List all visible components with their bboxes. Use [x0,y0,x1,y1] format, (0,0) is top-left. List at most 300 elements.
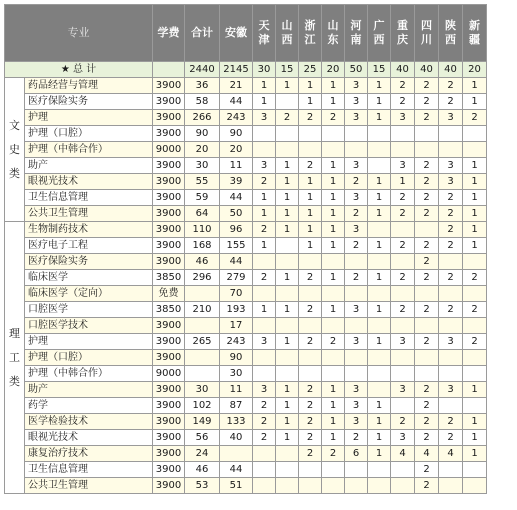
header-province: 浙江 [299,5,322,62]
tuition-cell: 3900 [153,318,185,334]
table-row [5,222,487,238]
table-cell: 1 [368,190,391,206]
table-cell: 168 [185,238,220,254]
table-cell: 193 [220,302,253,318]
table-cell: 2 [439,78,463,94]
table-cell [345,462,368,478]
table-cell [276,350,299,366]
table-cell [322,462,345,478]
table-cell [322,126,345,142]
table-cell [299,462,322,478]
table-cell: 44 [220,254,253,270]
table-cell: 1 [463,190,487,206]
table-cell: 2 [415,238,439,254]
table-cell: 90 [220,350,253,366]
table-cell: 1 [322,190,345,206]
table-cell: 2 [463,270,487,286]
table-cell: 2 [463,302,487,318]
total-tuition [153,62,185,78]
table-cell: 3 [253,382,276,398]
table-cell: 1 [368,238,391,254]
table-cell: 2 [439,206,463,222]
major-name: 药学 [25,398,153,414]
table-cell: 2 [415,462,439,478]
table-cell: 2 [345,206,368,222]
major-name: 公共卫生管理 [25,206,153,222]
tuition-cell: 3900 [153,222,185,238]
table-cell [253,254,276,270]
tuition-cell: 3900 [153,478,185,494]
table-cell: 1 [463,174,487,190]
table-cell: 3 [391,158,415,174]
table-cell [185,366,220,382]
major-name: 助产 [25,382,153,398]
table-cell: 2 [415,430,439,446]
table-cell [322,350,345,366]
table-cell: 1 [322,158,345,174]
table-cell: 3 [391,110,415,126]
table-cell: 243 [220,110,253,126]
table-cell [322,478,345,494]
table-cell [299,478,322,494]
table-cell [276,478,299,494]
table-cell: 2 [415,174,439,190]
table-cell: 1 [322,270,345,286]
table-cell: 2 [439,190,463,206]
table-cell: 2 [391,414,415,430]
table-cell: 2 [439,94,463,110]
tuition-cell: 3900 [153,110,185,126]
table-cell [253,446,276,462]
table-cell: 2 [391,302,415,318]
table-cell: 2 [415,78,439,94]
table-cell [439,366,463,382]
table-cell: 2 [415,302,439,318]
table-cell: 2 [345,270,368,286]
table-cell: 2 [391,206,415,222]
table-cell: 266 [185,110,220,126]
table-cell: 1 [368,414,391,430]
table-cell [299,286,322,302]
table-cell [253,142,276,158]
table-cell [391,286,415,302]
table-cell: 56 [185,430,220,446]
table-row [5,190,487,206]
table-cell: 1 [253,206,276,222]
tuition-cell: 3900 [153,174,185,190]
table-cell: 20 [463,62,487,78]
table-cell: 2 [415,398,439,414]
table-cell: 3 [345,398,368,414]
table-cell: 1 [368,334,391,350]
tuition-cell: 3900 [153,126,185,142]
table-cell: 30 [185,382,220,398]
major-name: 眼视光技术 [25,174,153,190]
table-cell [391,222,415,238]
major-name: 生物制药技术 [25,222,153,238]
table-cell: 20 [185,142,220,158]
table-cell: 1 [276,302,299,318]
table-cell: 2 [322,334,345,350]
table-cell: 1 [299,206,322,222]
table-cell [276,366,299,382]
table-cell [439,462,463,478]
major-name: 口腔医学 [25,302,153,318]
table-cell: 51 [220,478,253,494]
table-cell: 2 [415,334,439,350]
table-cell [185,286,220,302]
table-cell: 3 [253,110,276,126]
table-cell: 1 [463,382,487,398]
tuition-cell: 3900 [153,94,185,110]
table-cell [415,366,439,382]
table-cell [463,254,487,270]
table-cell [391,142,415,158]
table-cell: 3 [345,334,368,350]
tuition-cell: 3900 [153,334,185,350]
table-cell [276,318,299,334]
header-province: 陕西 [439,5,463,62]
table-cell: 110 [185,222,220,238]
table-cell: 1 [322,430,345,446]
table-cell [391,318,415,334]
header-province: 新疆 [463,5,487,62]
table-cell [345,350,368,366]
table-cell: 243 [220,334,253,350]
table-cell: 3 [345,78,368,94]
table-row [5,302,487,318]
table-cell [253,366,276,382]
table-cell: 1 [276,398,299,414]
table-cell: 1 [299,174,322,190]
major-name: 卫生信息管理 [25,190,153,206]
table-row [5,334,487,350]
table-cell: 1 [368,110,391,126]
table-cell: 4 [439,446,463,462]
category-label: 理工类 [5,222,25,494]
table-cell: 2 [345,430,368,446]
header-tuition: 学费 [153,5,185,62]
table-cell: 1 [322,414,345,430]
table-cell: 1 [276,190,299,206]
tuition-cell: 3900 [153,350,185,366]
table-cell: 36 [185,78,220,94]
table-cell: 1 [368,446,391,462]
table-cell [368,478,391,494]
table-cell: 2 [415,270,439,286]
table-cell [368,286,391,302]
table-cell: 2 [299,302,322,318]
table-cell: 2 [391,270,415,286]
major-name: 医疗电子工程 [25,238,153,254]
table-cell: 1 [322,206,345,222]
table-cell: 2 [299,446,322,462]
tuition-cell: 3900 [153,254,185,270]
table-cell [391,254,415,270]
table-cell [391,398,415,414]
table-cell: 3 [439,110,463,126]
table-cell [463,366,487,382]
table-cell [253,286,276,302]
table-cell: 2 [299,270,322,286]
table-row [5,174,487,190]
table-cell: 24 [185,446,220,462]
table-cell: 1 [463,222,487,238]
major-name: 护理（口腔） [25,126,153,142]
table-cell [415,286,439,302]
header-province: 天津 [253,5,276,62]
table-row [5,414,487,430]
table-cell: 39 [220,174,253,190]
table-row [5,366,487,382]
table-cell [345,366,368,382]
table-cell [322,142,345,158]
table-cell: 2 [253,270,276,286]
table-row [5,270,487,286]
table-cell: 3 [391,334,415,350]
table-row [5,382,487,398]
table-row [5,350,487,366]
table-cell: 2 [253,430,276,446]
header-total: 合计 [185,5,220,62]
table-cell: 2 [439,430,463,446]
table-row [5,238,487,254]
table-cell: 2 [463,110,487,126]
table-cell [391,126,415,142]
table-cell: 2 [322,110,345,126]
table-cell [391,350,415,366]
table-cell: 1 [368,270,391,286]
tuition-cell: 3900 [153,158,185,174]
table-cell [253,318,276,334]
table-cell [415,126,439,142]
major-name: 康复治疗技术 [25,446,153,462]
table-cell [415,142,439,158]
header-row [5,5,487,62]
table-cell: 44 [220,462,253,478]
table-cell: 1 [463,430,487,446]
tuition-cell: 3850 [153,302,185,318]
table-cell: 2 [391,238,415,254]
header-province: 四川 [415,5,439,62]
table-cell: 1 [322,238,345,254]
table-cell: 20 [220,142,253,158]
table-cell [368,254,391,270]
table-cell: 2 [439,238,463,254]
table-cell [439,318,463,334]
major-name: 护理 [25,110,153,126]
table-cell [368,158,391,174]
table-cell [463,478,487,494]
table-cell: 2 [299,430,322,446]
major-name: 护理 [25,334,153,350]
table-cell [368,462,391,478]
table-cell [463,350,487,366]
major-name: 公共卫生管理 [25,478,153,494]
table-cell: 55 [185,174,220,190]
table-cell [439,478,463,494]
tuition-cell: 9000 [153,142,185,158]
table-row [5,430,487,446]
table-cell: 46 [185,254,220,270]
table-cell: 30 [185,158,220,174]
table-cell: 53 [185,478,220,494]
table-cell [299,142,322,158]
table-cell: 3 [345,190,368,206]
table-cell: 4 [415,446,439,462]
tuition-cell: 3900 [153,190,185,206]
tuition-cell: 9000 [153,366,185,382]
table-cell: 96 [220,222,253,238]
table-cell: 1 [463,446,487,462]
table-cell: 3 [345,158,368,174]
table-cell: 50 [345,62,368,78]
tuition-cell: 3900 [153,414,185,430]
table-cell: 102 [185,398,220,414]
table-cell [463,142,487,158]
table-cell: 1 [299,190,322,206]
table-cell: 21 [220,78,253,94]
table-cell [391,478,415,494]
table-cell [299,126,322,142]
total-row [5,62,487,78]
table-cell: 3 [345,110,368,126]
table-cell [463,398,487,414]
table-cell [299,350,322,366]
tuition-cell: 3900 [153,382,185,398]
tuition-cell: 3900 [153,238,185,254]
table-cell: 44 [220,190,253,206]
category-label: 文史类 [5,78,25,222]
table-cell: 2 [439,270,463,286]
table-cell: 3 [345,302,368,318]
table-cell: 210 [185,302,220,318]
table-cell [299,318,322,334]
table-cell: 1 [253,238,276,254]
table-cell [276,126,299,142]
table-cell: 70 [220,286,253,302]
table-cell: 1 [463,158,487,174]
table-cell: 1 [463,414,487,430]
major-name: 药品经营与管理 [25,78,153,94]
table-cell: 1 [322,94,345,110]
table-cell: 1 [276,174,299,190]
major-name: 眼视光技术 [25,430,153,446]
enrollment-plan-table [4,4,487,494]
table-row [5,110,487,126]
table-row [5,94,487,110]
table-cell: 2 [299,414,322,430]
table-row [5,254,487,270]
table-cell: 1 [299,238,322,254]
major-name: 临床医学 [25,270,153,286]
table-cell [391,366,415,382]
table-cell: 2 [253,222,276,238]
major-name: 口腔医学技术 [25,318,153,334]
table-cell [345,478,368,494]
table-cell: 1 [276,430,299,446]
major-name: 护理（中韩合作） [25,366,153,382]
table-cell: 3 [253,334,276,350]
table-row [5,398,487,414]
table-cell: 2 [415,414,439,430]
table-cell: 1 [276,334,299,350]
table-cell [276,94,299,110]
table-cell: 90 [185,126,220,142]
table-cell: 1 [368,302,391,318]
table-cell [463,318,487,334]
table-cell [253,478,276,494]
table-cell [391,462,415,478]
header-province: 山东 [322,5,345,62]
table-cell: 3 [391,430,415,446]
table-cell [368,318,391,334]
table-cell: 46 [185,462,220,478]
major-name: 医学检验技术 [25,414,153,430]
tuition-cell: 免费 [153,286,185,302]
table-cell [463,126,487,142]
table-cell [345,286,368,302]
table-cell: 15 [368,62,391,78]
table-cell: 2 [415,206,439,222]
table-cell: 44 [220,94,253,110]
table-cell: 2 [439,222,463,238]
table-cell: 2 [415,254,439,270]
table-cell [345,318,368,334]
table-row [5,478,487,494]
table-cell: 279 [220,270,253,286]
table-cell [439,142,463,158]
table-cell [415,222,439,238]
table-cell: 3 [391,382,415,398]
table-cell [322,366,345,382]
header-major: 专业 [5,5,153,62]
table-cell [322,318,345,334]
table-cell: 1 [253,190,276,206]
table-row [5,462,487,478]
table-cell: 50 [220,206,253,222]
table-cell: 1 [299,78,322,94]
table-cell [439,126,463,142]
table-cell: 1 [276,382,299,398]
table-cell [368,222,391,238]
table-cell: 1 [253,78,276,94]
table-cell: 2 [253,414,276,430]
table-cell: 30 [220,366,253,382]
total-label: ★ 总 计 [5,62,153,78]
table-cell: 296 [185,270,220,286]
table-cell [253,462,276,478]
table-cell: 1 [368,398,391,414]
table-cell: 3 [439,158,463,174]
table-cell [463,462,487,478]
table-cell: 2 [415,110,439,126]
table-cell: 58 [185,94,220,110]
table-cell [345,142,368,158]
table-cell: 2 [345,174,368,190]
table-cell [368,350,391,366]
table-cell: 2 [322,446,345,462]
table-cell [276,286,299,302]
table-cell: 2 [391,94,415,110]
table-cell: 2 [415,382,439,398]
table-row [5,286,487,302]
table-row [5,206,487,222]
major-name: 助产 [25,158,153,174]
table-cell [322,286,345,302]
table-cell: 2 [299,110,322,126]
table-cell: 2 [415,158,439,174]
